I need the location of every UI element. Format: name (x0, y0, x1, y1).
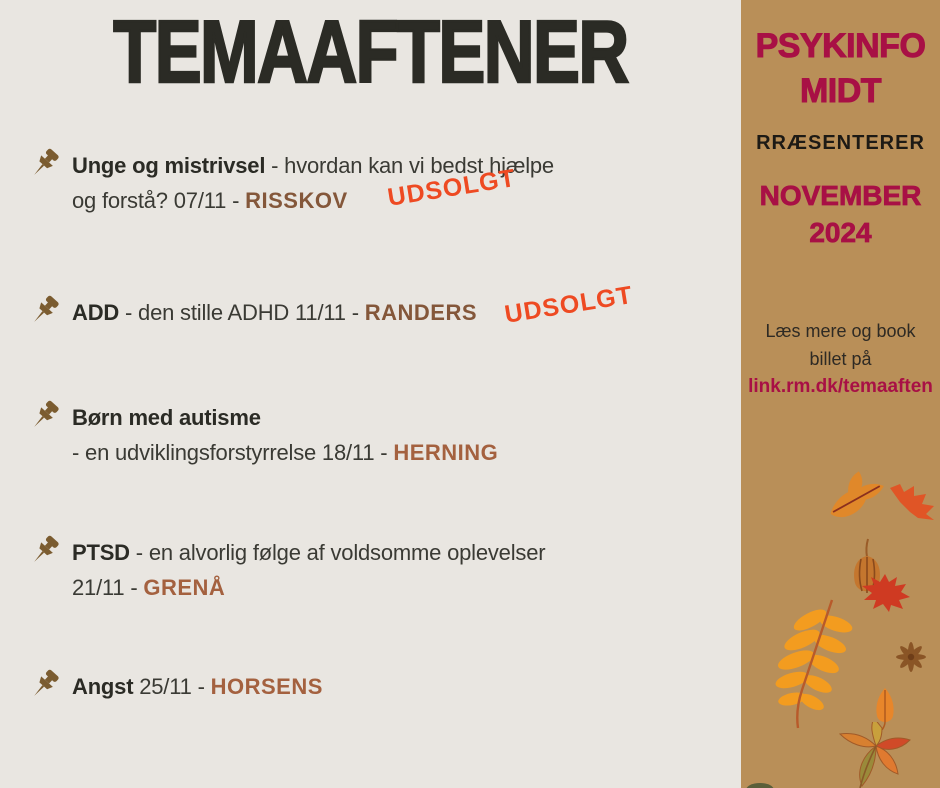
rowan-leaf-icon (770, 598, 862, 730)
event-description: - en alvorlig følge af voldsomme oplevelser (129, 540, 546, 565)
event-line (72, 535, 741, 570)
event-line (72, 570, 741, 605)
event-venue: RANDERS (364, 300, 478, 325)
page-title: TEMAAFTENER (113, 2, 628, 101)
brand-line1: PSYKINFO (755, 27, 926, 65)
oak-leaf-icon (820, 468, 892, 520)
event-item-unge-og-mistrivsel (0, 148, 741, 218)
month-label (741, 177, 940, 251)
sidebar (741, 0, 940, 788)
event-title: PTSD (72, 540, 130, 565)
presents-label: RRÆSENTERER (756, 132, 925, 154)
pushpin-icon (26, 533, 62, 569)
event-line (72, 669, 741, 704)
event-item-ptsd (0, 535, 741, 605)
maple-leaf-fragment-icon (888, 482, 940, 520)
event-description: - den stille ADHD 11/11 - (119, 300, 365, 325)
event-line (72, 295, 741, 330)
brand-logo (741, 24, 940, 114)
creeper-leaf-icon (830, 722, 916, 788)
booking-link[interactable]: link.rm.dk/temaaften (748, 376, 933, 397)
event-title: Unge og mistrivsel (72, 153, 266, 178)
event-item-add (0, 280, 741, 330)
event-venue: GRENÅ (143, 575, 226, 600)
event-title: Angst (72, 674, 134, 699)
star-anise-icon (893, 640, 929, 674)
maple-leaf-icon (858, 572, 912, 612)
sold-out-badge: UDSOLGT (502, 280, 635, 329)
event-description: - hvordan kan vi bedst hjælpe (265, 153, 554, 178)
event-date: og forstå? 07/11 - (72, 188, 246, 213)
event-venue: HORSENS (210, 674, 323, 699)
event-date: 25/11 - (133, 674, 211, 699)
event-title: Børn med autisme (72, 405, 261, 430)
dark-leaf-edge-icon (745, 780, 775, 788)
event-item-angst (0, 669, 741, 704)
event-venue: RISSKOV (245, 188, 348, 213)
event-venue: HERNING (393, 440, 499, 465)
event-title: ADD (72, 300, 120, 325)
sold-out-badge: UDSOLGT (385, 163, 518, 212)
event-item-born-med-autisme (0, 400, 741, 470)
booking-line1: Læs mere og book (765, 321, 916, 341)
event-line (72, 435, 741, 470)
event-description: - en udviklingsforstyrrelse 18/11 - (72, 440, 394, 465)
pushpin-icon (26, 146, 62, 182)
pushpin-icon (26, 398, 62, 434)
pushpin-icon (26, 293, 62, 329)
month-line2: 2024 (809, 217, 872, 248)
pushpin-icon (26, 667, 62, 703)
event-line (72, 400, 741, 435)
event-date: 21/11 - (72, 575, 144, 600)
brand-line2: MIDT (799, 72, 882, 110)
booking-line2: billet på (809, 349, 872, 369)
event-line (72, 148, 741, 183)
month-line1: NOVEMBER (759, 180, 922, 211)
booking-info (741, 317, 940, 373)
